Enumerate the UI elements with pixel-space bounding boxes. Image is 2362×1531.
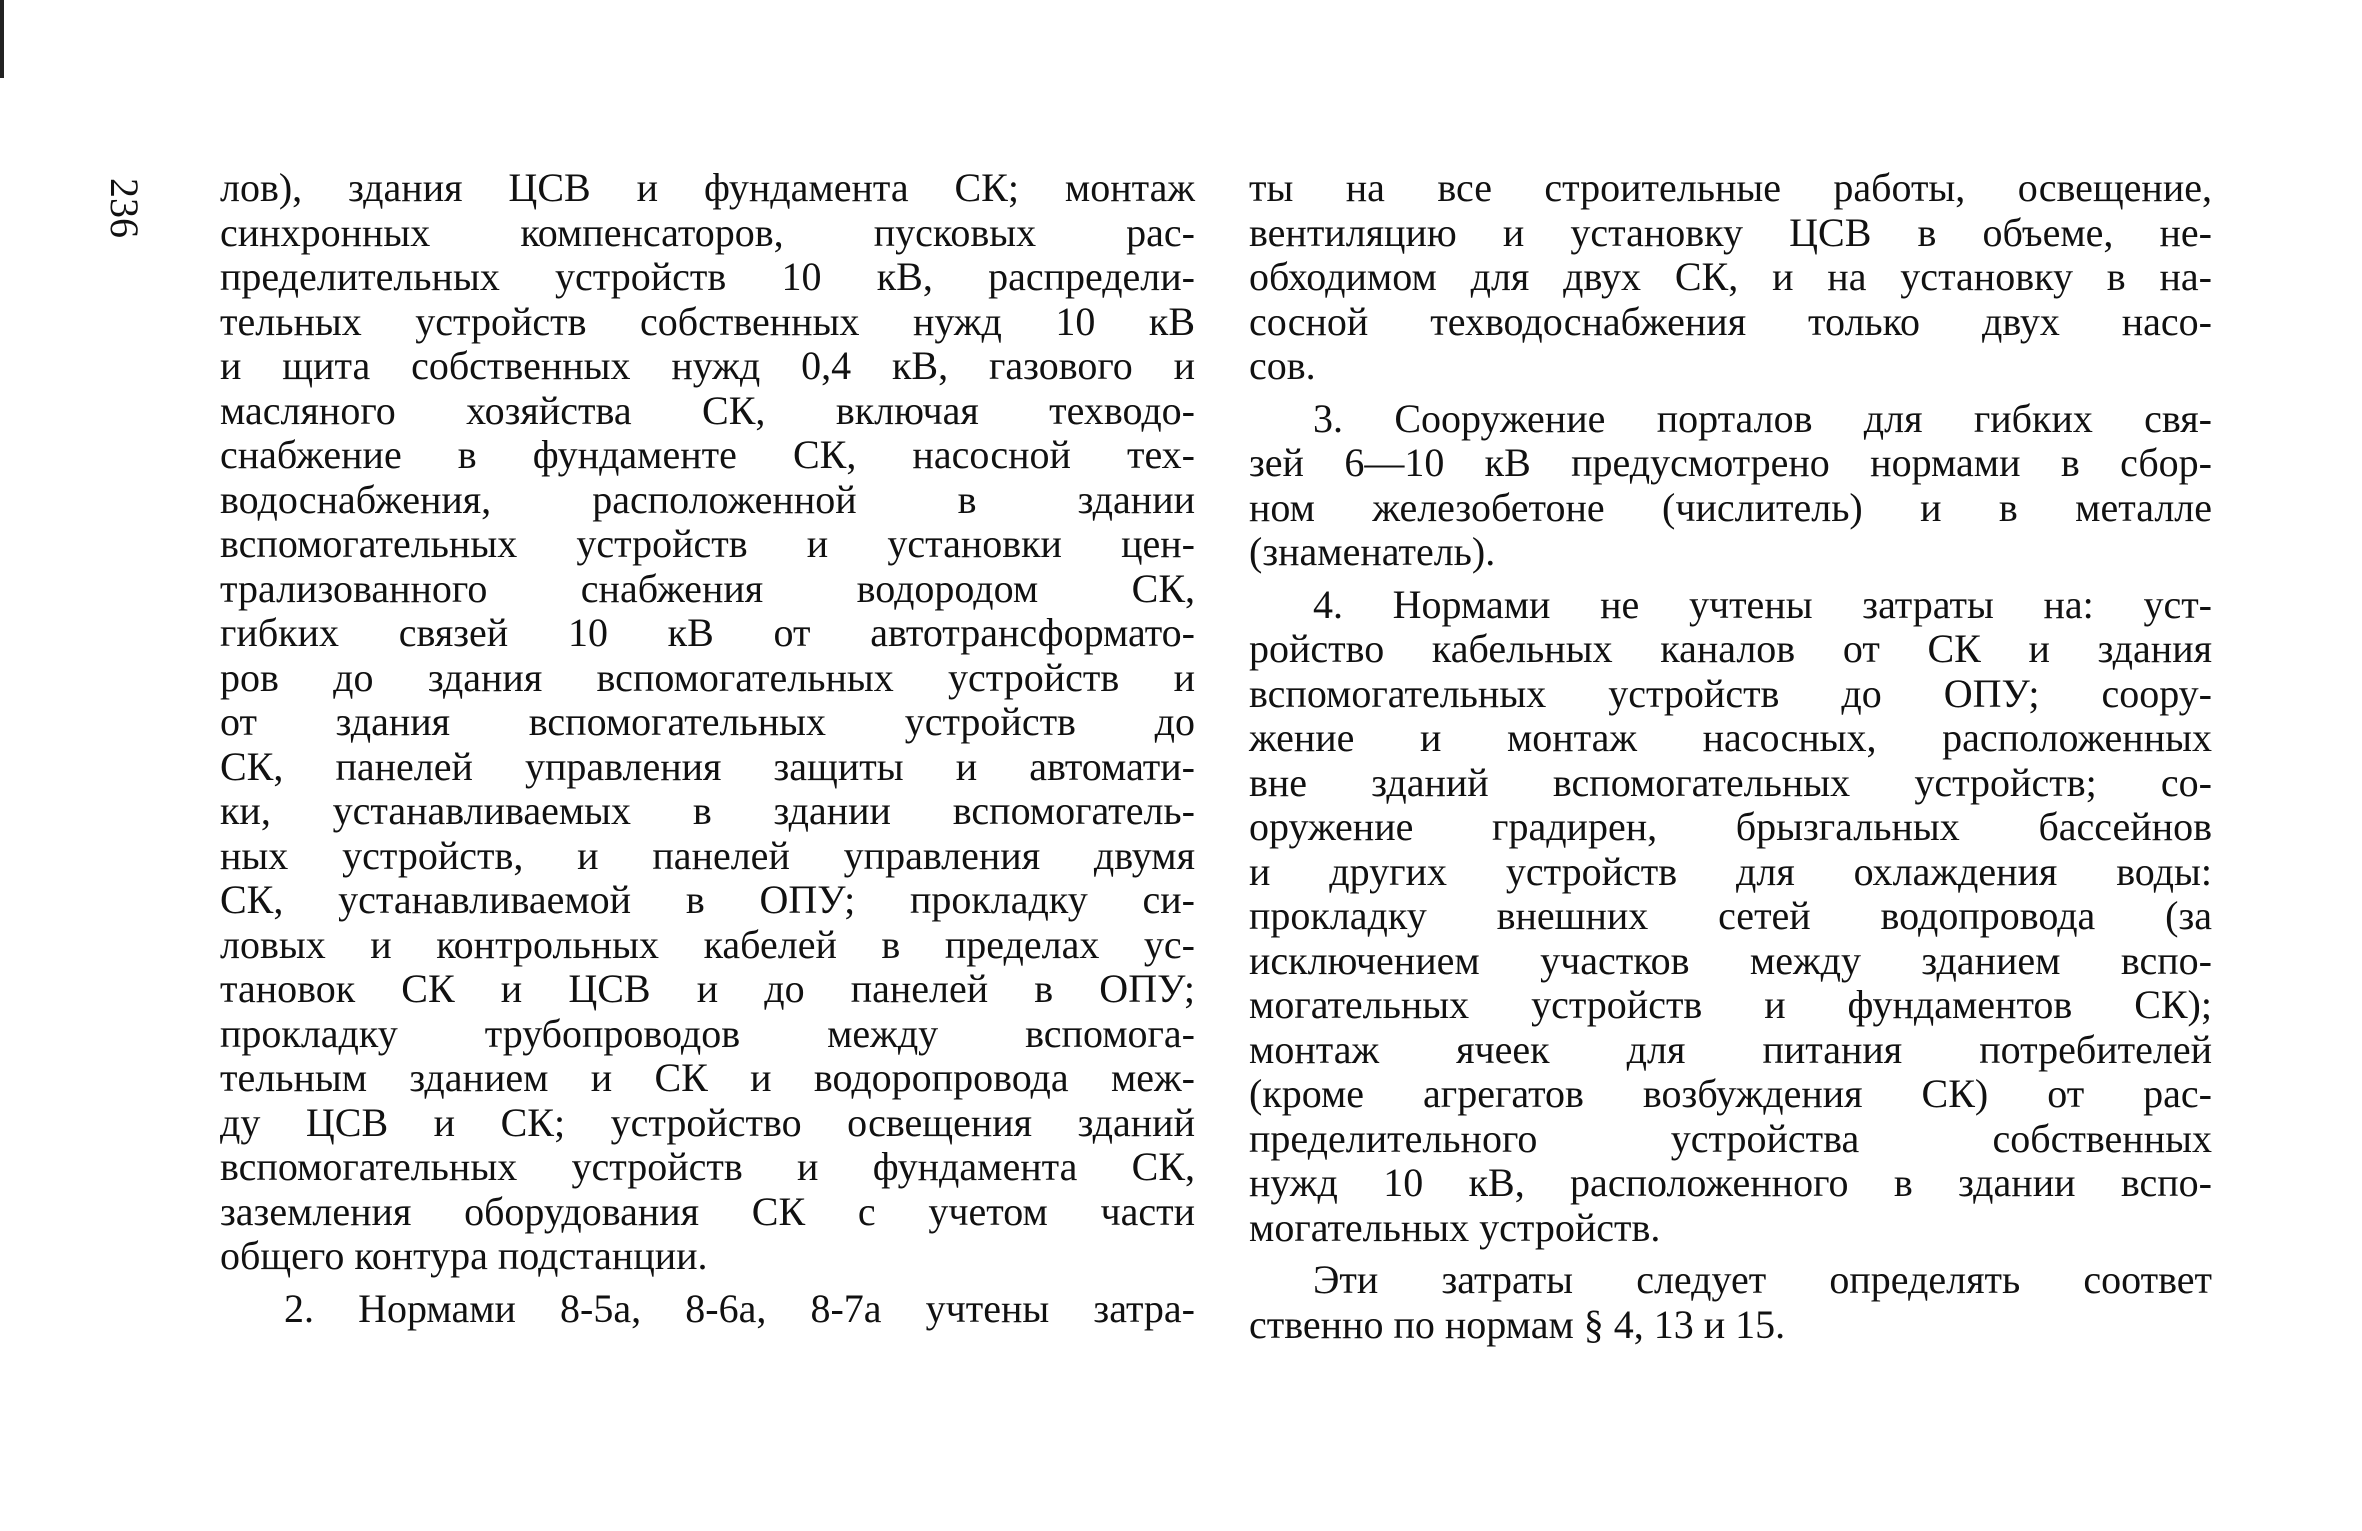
paragraph-3-start: 3. Сооружение порталов для гибких свя- bbox=[1313, 395, 2212, 441]
text-line: трализованного снабжения водородом СК, bbox=[220, 565, 1195, 611]
text-line: гибких связей 10 кВ от автотрансформато- bbox=[220, 610, 1195, 655]
left-text-column bbox=[220, 166, 1195, 1331]
text-line: вспомогательных устройств и установки цен- bbox=[220, 521, 1195, 566]
text-line: снабжение в фундаменте СК, насосной тех- bbox=[220, 432, 1195, 477]
text-line: ду ЦСВ и СК; устройство освещения зданий bbox=[220, 1099, 1195, 1145]
text-line: монтаж ячеек для питания потребителей bbox=[1249, 1026, 2212, 1072]
text-line: тельных устройств собственных нужд 10 кВ bbox=[220, 298, 1195, 344]
scan-edge-rule bbox=[0, 0, 4, 78]
text-line: ки, устанавливаемых в здании вспомогатель- bbox=[220, 788, 1195, 833]
text-line: от здания вспомогательных устройств до bbox=[220, 699, 1195, 744]
right-text-column bbox=[1249, 166, 2212, 1347]
text-line: обходимом для двух СК, и на установку в на- bbox=[1249, 254, 2212, 299]
text-line: общего контура подстанции. bbox=[220, 1233, 708, 1278]
text-line: прокладку трубопроводов между вспомога- bbox=[220, 1010, 1195, 1056]
text-line: ных устройств, и панелей управления двумя bbox=[220, 832, 1195, 878]
text-line: ров до здания вспомогательных устройств и bbox=[220, 654, 1195, 700]
text-line: нужд 10 кВ, расположенного в здании вспо- bbox=[1249, 1160, 2212, 1205]
text-line: вентиляцию и установку ЦСВ в объеме, не- bbox=[1249, 209, 2212, 255]
text-line: могательных устройств и фундаментов СК); bbox=[1249, 982, 2212, 1027]
text-line: (знаменатель). bbox=[1249, 529, 1496, 574]
text-line: ственно по нормам § 4, 13 и 15. bbox=[1249, 1301, 1786, 1347]
text-line: заземления оборудования СК с учетом части bbox=[220, 1188, 1195, 1234]
final-paragraph-start: Эти затраты следует определять соответ bbox=[1313, 1257, 2212, 1302]
text-line: синхронных компенсаторов, пусковых рас- bbox=[220, 209, 1195, 255]
text-line: ройство кабельных каналов от СК и здания bbox=[1249, 626, 2212, 671]
text-line: (кроме агрегатов возбуждения СК) от рас- bbox=[1249, 1071, 2212, 1116]
text-line: и других устройств для охлаждения воды: bbox=[1249, 848, 2212, 894]
text-line: ном железобетоне (числитель) и в металле bbox=[1249, 484, 2212, 530]
text-line: исключением участков между зданием вспо- bbox=[1249, 937, 2212, 983]
text-line: тельным зданием и СК и водоропровода меж- bbox=[220, 1055, 1195, 1100]
page-number: 236 bbox=[102, 178, 147, 238]
text-line: жение и монтаж насосных, расположенных bbox=[1249, 715, 2212, 760]
text-line: водоснабжения, расположенной в здании bbox=[220, 476, 1195, 522]
text-line: пределительных устройств 10 кВ, распредели- bbox=[220, 254, 1195, 299]
text-line: сов. bbox=[1249, 343, 1316, 388]
text-line: пределительного устройства собственных bbox=[1249, 1115, 2212, 1161]
text-line: лов), здания ЦСВ и фундамента СК; монтаж bbox=[220, 165, 1195, 210]
text-line: тановок СК и ЦСВ и до панелей в ОПУ; bbox=[220, 966, 1195, 1011]
text-line: вне зданий вспомогательных устройств; со- bbox=[1249, 759, 2212, 805]
text-line: ловых и контрольных кабелей в пределах ус- bbox=[220, 921, 1195, 967]
text-line: вспомогательных устройств и фундамента СК, bbox=[220, 1144, 1195, 1189]
text-line: вспомогательных устройств до ОПУ; соору- bbox=[1249, 670, 2212, 716]
text-line: оружение градирен, брызгальных бассейнов bbox=[1249, 804, 2212, 849]
text-line: и щита собственных нужд 0,4 кВ, газового и bbox=[220, 343, 1195, 388]
text-line: прокладку внешних сетей водопровода (за bbox=[1249, 893, 2212, 938]
text-line: СК, устанавливаемой в ОПУ; прокладку си- bbox=[220, 877, 1195, 922]
text-line: зей 6—10 кВ предусмотрено нормами в сбор- bbox=[1249, 440, 2212, 485]
text-line: сосной техводоснабжения только двух насо- bbox=[1249, 298, 2212, 344]
paragraph-4-start: 4. Нормами не учтены затраты на: уст- bbox=[1313, 581, 2212, 627]
text-line: СК, панелей управления защиты и автомати- bbox=[220, 743, 1195, 789]
text-line: масляного хозяйства СК, включая техводо- bbox=[220, 387, 1195, 433]
text-line: ты на все строительные работы, освещение, bbox=[1249, 165, 2212, 210]
paragraph-2-start: 2. Нормами 8-5а, 8-6а, 8-7а учтены затра- bbox=[284, 1285, 1195, 1331]
text-line: могательных устройств. bbox=[1249, 1204, 1661, 1250]
